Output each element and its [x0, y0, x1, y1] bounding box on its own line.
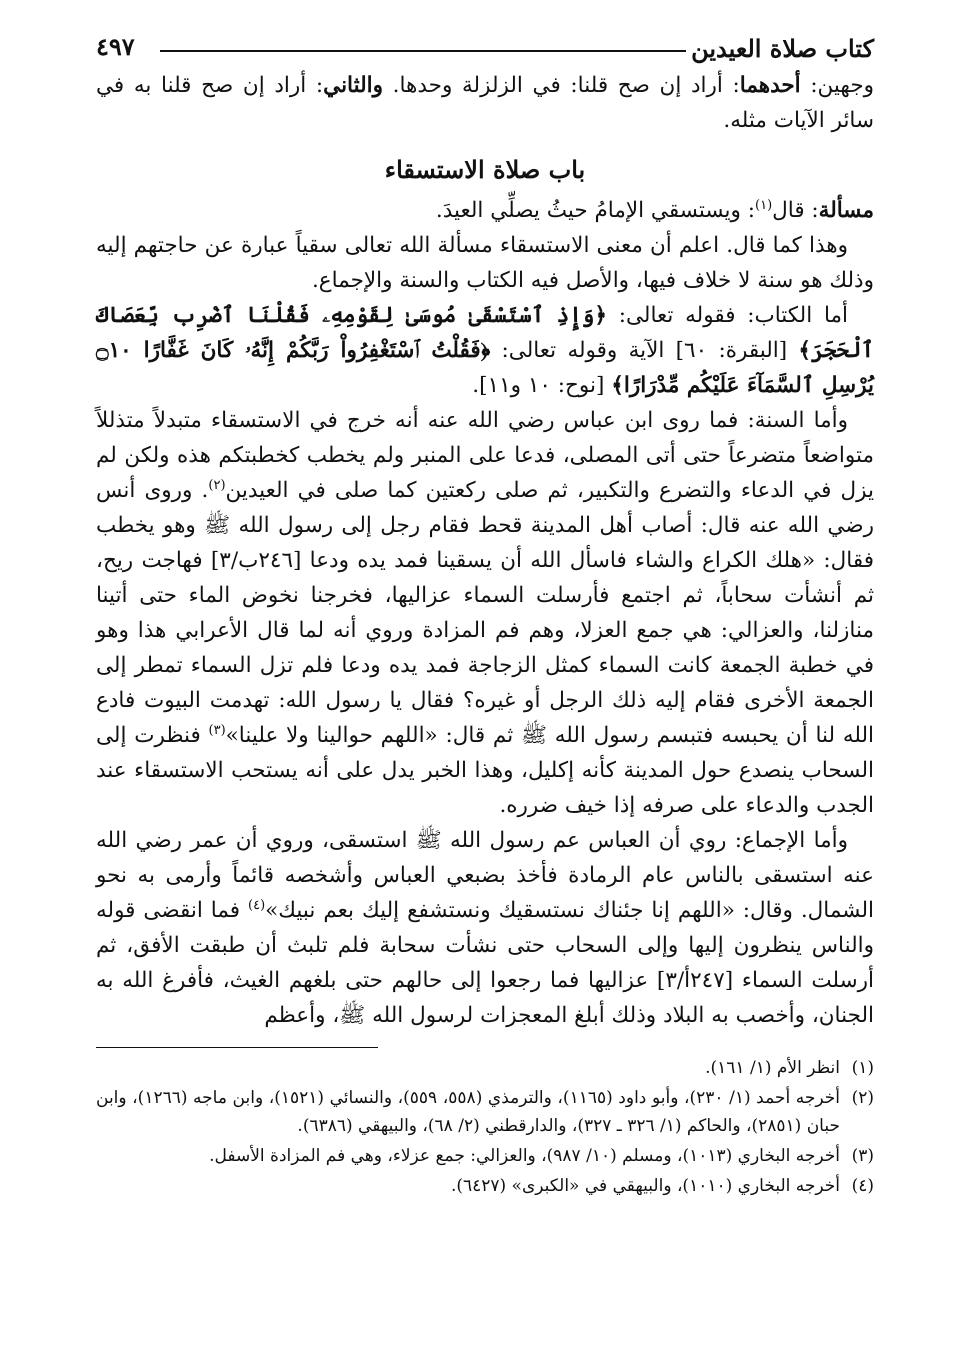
quran-verse: ﴿فَقُلْتُ ٱسْتَغْفِرُواْ رَبَّكُمْ إِنَّهُۥ كَانَ غَفَّارًا ۝١٠ يُرْسِلِ ٱلسَّمَآءَ عَلَيْكُم مِّدْرَارًا﴾: [96, 338, 874, 398]
footnotes: [96, 1054, 874, 1200]
section-heading: باب صلاة الاستسقاء: [384, 155, 586, 184]
footnote-separator: [96, 1047, 378, 1048]
kitab-paragraph: أما الكتاب: فقوله تعالى: ﴿وَإِذِ ٱسْتَسْقَىٰ مُوسَىٰ لِقَوْمِهِۦ فَقُلْنَا ٱضْرِب بِّعَصَاكَ ٱلْحَجَرَ﴾ [البقرة: ٦٠] الآية وقوله تعالى: ﴿فَقُلْتُ ٱسْتَغْفِرُواْ رَبَّكُمْ إِنَّهُۥ كَانَ غَفَّارًا ۝١٠ يُرْسِلِ ٱلسَّمَآءَ عَلَيْكُم مِّدْرَارًا﴾ [نوح: ١٠ و١١].: [96, 303, 874, 398]
masala-paragraph: مسألة: قال$^{(١)}$: ويستسقي الإمامُ حيثُ يصلِّي العيدَ.: [435, 197, 874, 223]
footnote-ref: (٤): [248, 897, 266, 913]
book-page: [96, 28, 874, 1348]
ijma-paragraph: وأما الإجماع: روي أن العباس عم رسول الله ﷺ استسقى، وروي أن عمر رضي الله عنه استسقى بالناس عام الرمادة فأخذ بضبعي العباس وأشخصه قائماً وأرمى به نحو الشمال. وقال: «اللهم إنا جئناك نستسقيك ونستشفع إليك بعم نبيك»$^{(٤)}$ فما انقضى قوله والناس ينظرون إليها وإلى السحاب حتى نشأت سحابة فلم تلبث أن طبقت الأفق، ثم أرسلت السماء [٢٤٧أ/٣] عزاليها فما رجعوا إلى حالهم حتى بلغهم الغيث، فأفرغ الله به الجنان، وأخصب به البلاد وذلك أبلغ المعجزات لرسول الله ﷺ، وأعظم: [96, 828, 874, 1028]
main-text: [96, 68, 874, 1033]
footnote: (١) انظر الأم (١/ ١٦١).: [705, 1058, 874, 1078]
footnote-ref: (١): [755, 197, 773, 213]
sunna-paragraph: وأما السنة: فما روى ابن عباس رضي الله عنه أنه خرج في الاستسقاء متبدلاً متذللاً متواضعاً متضرعاً حتى أتى المصلى، فدعا على المنبر ولم يخطب كخطبتكم هذه ولكن لم يزل في الدعاء والتضرع والتكبير، ثم صلى ركعتين كما صلى في العيدين$^{(٢)}$. وروى أنس رضي الله عنه قال: أصاب أهل المدينة قحط فقام رجل إلى رسول الله ﷺ وهو يخطب فقال: «هلك الكراع والشاء فاسأل الله أن يسقينا فمد يده ودعا [٢٤٦ب/٣] فهاجت ريح، ثم أنشأت سحاباً، ثم اجتمع فأرسلت السماء عزاليها، فخرجنا نخوض الماء حتى أتينا منازلنا، والعزالي: هي جمع العزلا، وهم فم المزادة وروي أنه لما قال الأعرابي هذا وهو في خطبة الجمعة كانت السماء كمثل الزجاجة فمد يده ودعا فلم تزل السماء تمطر إلى الجمعة الأخرى فقام إليه ذلك الرجل أو غيره؟ فقال يا رسول الله: تهدمت البيوت فادع الله لنا أن يحبسه فتبسم رسول الله ﷺ ثم قال: «اللهم حوالينا ولا علينا»$^{(٣)}$ فنظرت إلى السحاب ينصدع حول المدينة كأنه إكليل، وهذا الخبر يدل على أنه يستحب الاستسقاء عند الجدب والدعاء على صرفه إذا خيف ضرره.: [96, 408, 875, 818]
page-header: [96, 28, 874, 68]
running-title: كتاب صلاة العيدين: [691, 34, 874, 63]
footnote: (٤) أخرجه البخاري (١٠١٠)، والبيهقي في «الكبرى» (٦٤٢٧).: [450, 1176, 874, 1196]
page-number: ٤٩٧: [96, 32, 135, 61]
footnote: (٢) أخرجه أحمد (١/ ٢٣٠)، وأبو داود (١١٦٥)، والترمذي (٥٥٨، ٥٥٩)، والنسائي (١٥٢١)، وابن ماجه (١٢٦٦)، وابن حبان (٢٨٥١)، والحاكم (١/ ٣٢٦ ـ ٣٢٧)، والدارقطني (٢/ ٦٨)، والبيهقي (٦٣٨٦).: [96, 1088, 874, 1136]
footnote-ref: (٢): [208, 477, 226, 493]
commentary-paragraph: وهذا كما قال. اعلم أن معنى الاستسقاء مسألة الله تعالى سقياً عبارة عن حاجتهم إليه وذلك هو سنة لا خلاف فيها، والأصل فيه الكتاب والسنة والإجماع.: [96, 233, 874, 293]
header-rule: [160, 50, 686, 52]
footnote-ref: (٣): [208, 722, 226, 738]
masala-label: مسألة: [818, 198, 874, 223]
intro-paragraph: وجهين: أحدهما: أراد إن صح قلنا: في الزلزلة وحدها. والثاني: أراد إن صح قلنا به في سائر الآيات مثله.: [96, 73, 874, 133]
quran-verse: ﴿وَإِذِ ٱسْتَسْقَىٰ مُوسَىٰ لِقَوْمِهِۦ فَقُلْنَا ٱضْرِب بِّعَصَاكَ ٱلْحَجَرَ﴾: [96, 303, 874, 363]
footnote: (٣) أخرجه البخاري (١٠١٣)، ومسلم (١٠/ ٩٨٧)، والعزالي: جمع عزلاء، وهي فم المزادة الأسفل.: [209, 1146, 874, 1166]
